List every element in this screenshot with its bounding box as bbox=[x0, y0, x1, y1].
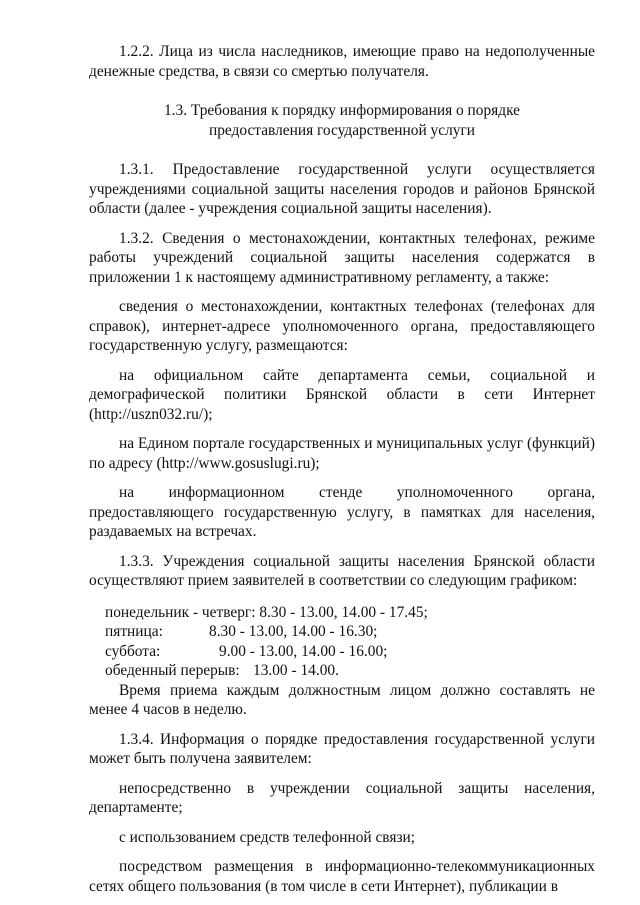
schedule-label: суббота: bbox=[105, 642, 161, 660]
section-heading-1-3 bbox=[89, 101, 595, 140]
schedule-value: 8.30 - 13.00, 14.00 - 17.45; bbox=[255, 603, 428, 621]
schedule-label: пятница: bbox=[105, 623, 163, 640]
schedule-label: обеденный перерыв: bbox=[105, 662, 240, 679]
document-page bbox=[89, 42, 595, 896]
reception-schedule bbox=[89, 603, 595, 681]
schedule-row bbox=[89, 622, 595, 642]
schedule-row bbox=[89, 661, 595, 681]
paragraph-reception-time: Время приема каждым должностным лицом должно составлять не менее 4 часов в неделю. bbox=[89, 681, 595, 718]
schedule-value: 8.30 - 13.00, 14.00 - 16.30; bbox=[209, 623, 378, 640]
paragraph-1-3-3: 1.3.3. Учреждения социальной защиты населения Брянской области осуществляют прием заявителей в соответствии со следующим графиком: bbox=[89, 552, 595, 589]
paragraph-networks: посредством размещения в информационно-телекоммуникационных сетях общего пользования (в том числе в сети Интернет), публикации в bbox=[89, 858, 595, 895]
paragraph-info-placement: сведения о местонахождении, контактных телефонах (телефонах для справок), интернет-адресе уполномоченного органа, предоставляющего государственную услугу, размещаются: bbox=[89, 298, 595, 354]
schedule-row bbox=[89, 642, 595, 662]
paragraph-1-3-2: 1.3.2. Сведения о местонахождении, контактных телефонах, режиме работы учреждений социальной защиты населения содержатся в приложении 1 к настоящему административному регламенту, а также: bbox=[89, 229, 595, 286]
heading-line-2: предоставления государственной услуги bbox=[208, 121, 475, 139]
paragraph-1-2-2: 1.2.2. Лица из числа наследников, имеющие право на недополученные денежные средства, в связи со смертью получателя. bbox=[89, 43, 595, 80]
schedule-value: 9.00 - 13.00, 14.00 - 16.00; bbox=[219, 642, 388, 660]
paragraph-official-site: на официальном сайте департамента семьи, социальной и демографической политики Брянской области в сети Интернет (http://uszn032.ru/); bbox=[89, 366, 595, 423]
paragraph-1-3-1: 1.3.1. Предоставление государственной услуги осуществляется учреждениями социальной защиты населения городов и районов Брянской области (далее - учреждения социальной защиты населения). bbox=[89, 161, 595, 217]
heading-line-1: 1.3. Требования к порядку информирования о порядке bbox=[163, 102, 521, 119]
schedule-row bbox=[89, 603, 595, 623]
paragraph-direct: непосредственно в учреждении социальной защиты населения, департаменте; bbox=[89, 779, 595, 816]
paragraph-1-3-4: 1.3.4. Информация о порядке предоставления государственной услуги может быть получена заявителем: bbox=[89, 730, 595, 767]
paragraph-phone: с использованием средств телефонной связи; bbox=[119, 828, 416, 846]
paragraph-info-stand: на информационном стенде уполномоченного органа, предоставляющего государственную услугу, в памятках для населения, раздаваемых на встречах. bbox=[89, 484, 595, 540]
paragraph-unified-portal: на Едином портале государственных и муниципальных услуг (функций) по адресу (http://www.gosuslugi.ru); bbox=[89, 435, 595, 472]
schedule-value: 13.00 - 14.00. bbox=[253, 662, 339, 679]
schedule-label: понедельник - четверг: bbox=[105, 603, 256, 621]
